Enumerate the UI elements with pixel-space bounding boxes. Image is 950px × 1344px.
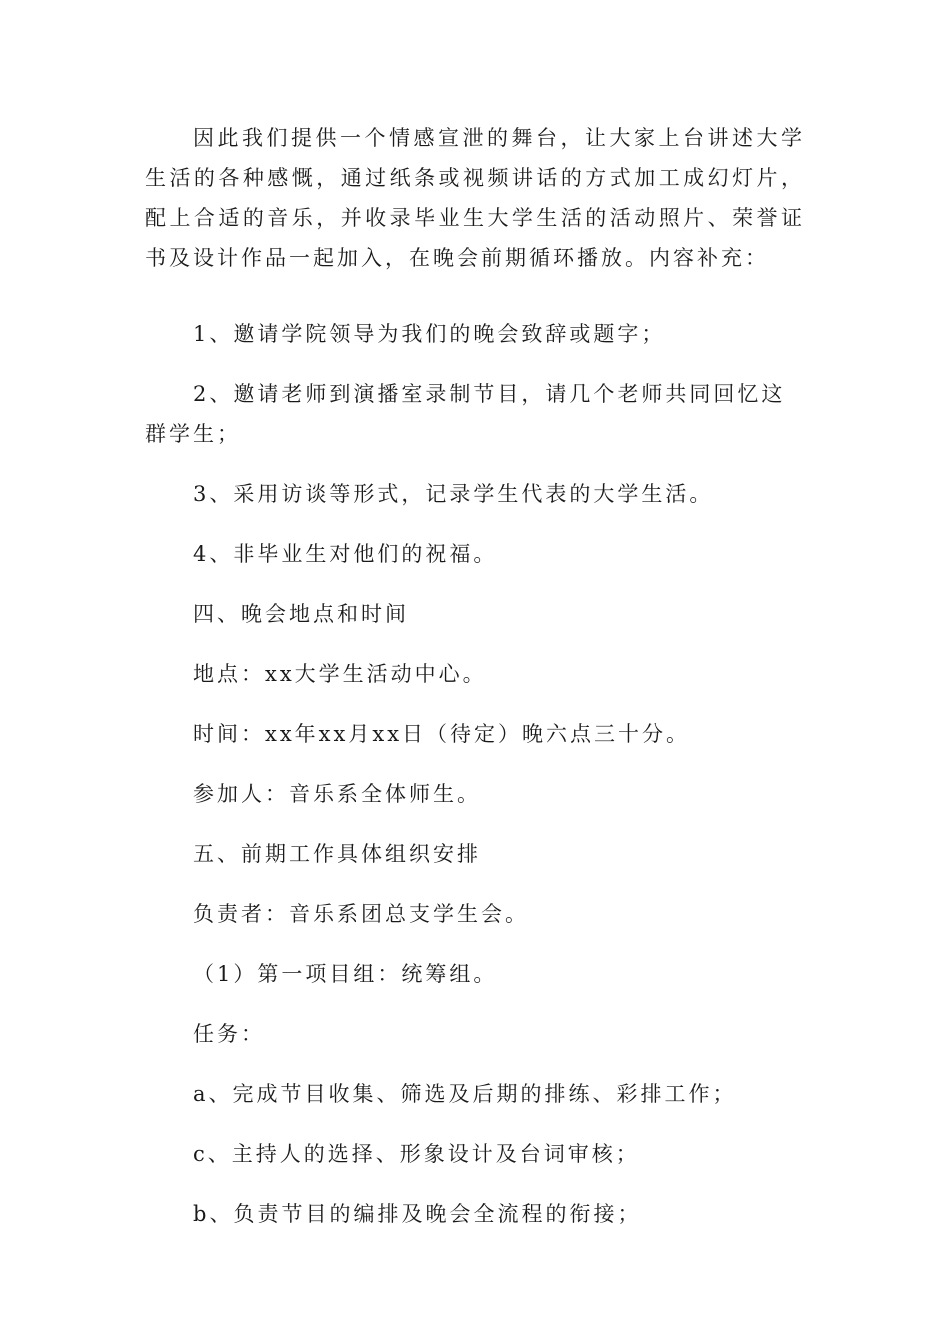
list-item: 2、邀请老师到演播室录制节目，请几个老师共同回忆这群学生； [145, 382, 786, 446]
document-body [145, 118, 805, 1234]
task-item: c、主持人的选择、形象设计及台词审核； [193, 1142, 640, 1166]
time-line: 时间：xx年xx月xx日（待定）晚六点三十分。 [193, 722, 691, 746]
section-heading: 四、晚会地点和时间 [193, 602, 409, 626]
intro-paragraph: 因此我们提供一个情感宣泄的舞台，让大家上台讲述大学生活的各种感慨，通过纸条或视频讲话的方式加工成幻灯片，配上合适的音乐，并收录毕业生大学生活的活动照片、荣誉证书及设计作品一起加入，在晚会前期循环播放。内容补充： [145, 126, 805, 270]
section-heading: 五、前期工作具体组织安排 [193, 842, 481, 866]
participants-line: 参加人：音乐系全体师生。 [193, 782, 481, 806]
location-line: 地点：xx大学生活动中心。 [193, 662, 487, 686]
responsible-line: 负责者：音乐系团总支学生会。 [193, 902, 529, 926]
task-item: a、完成节目收集、筛选及后期的排练、彩排工作； [193, 1082, 737, 1106]
group-heading: （1）第一项目组：统筹组。 [193, 962, 498, 986]
list-item: 1、邀请学院领导为我们的晚会致辞或题字； [193, 322, 666, 346]
task-label: 任务： [193, 1022, 265, 1046]
task-item: b、负责节目的编排及晚会全流程的衔接； [193, 1202, 642, 1226]
list-item: 3、采用访谈等形式，记录学生代表的大学生活。 [193, 482, 714, 506]
list-item: 4、非毕业生对他们的祝福。 [193, 542, 498, 566]
